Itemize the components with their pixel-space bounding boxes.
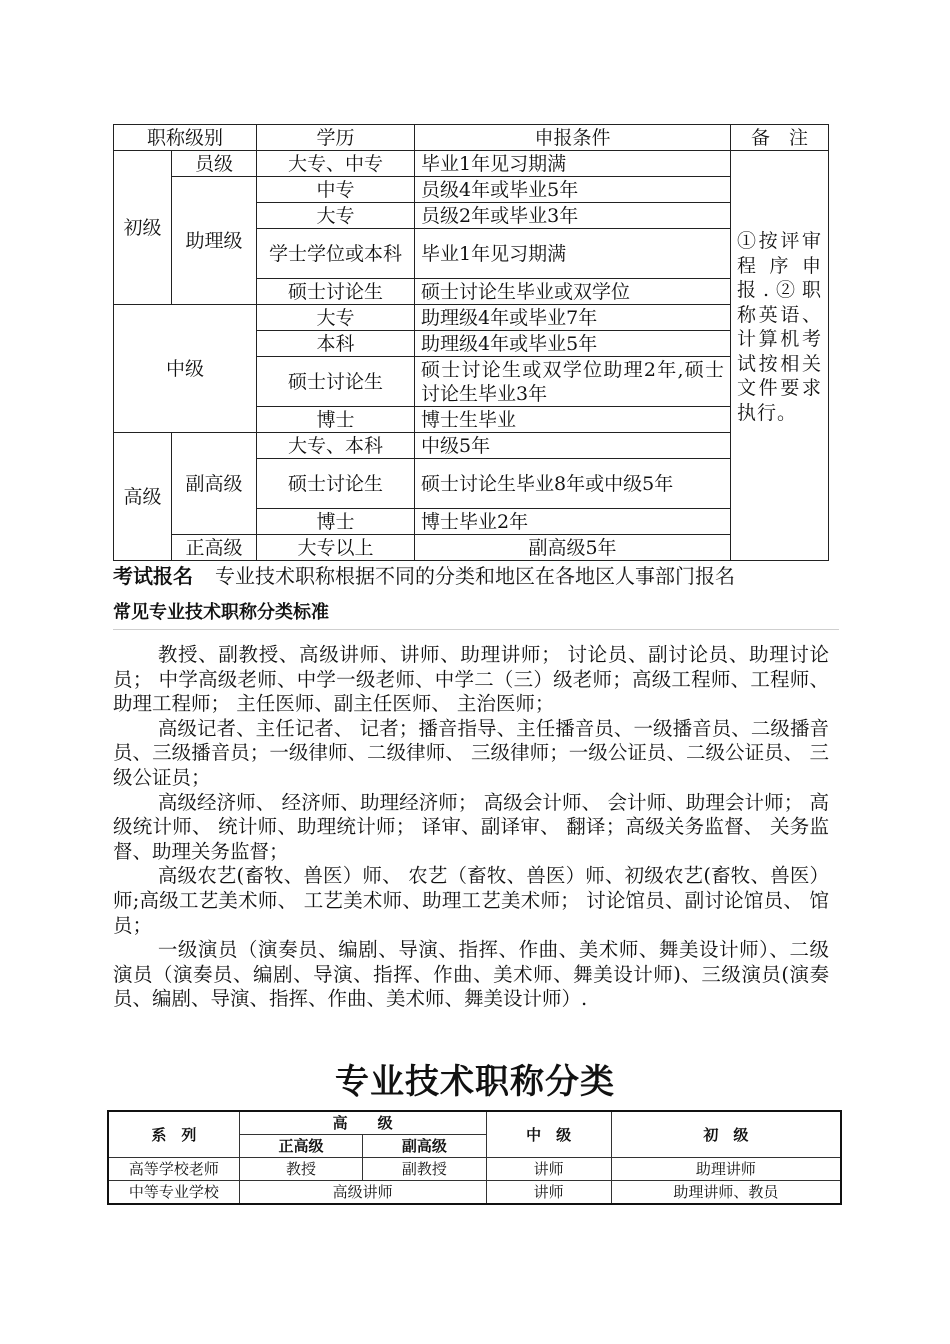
header-notes: 备 注 xyxy=(731,125,829,151)
condition-cell: 助理级4年或毕业7年 xyxy=(415,305,731,331)
header-senior-deputy: 副高级 xyxy=(363,1135,486,1158)
middle-cell: 讲师 xyxy=(486,1181,611,1205)
paragraph: 一级演员（演奏员、编剧、导演、指挥、作曲、美术师、舞美设计师）、二级演员（演奏员、编剧、导演、指挥、作曲、美术师、舞美设计师)、三级演员(演奏员、编剧、导演、指挥、作曲、美术师、舞美设计师）. xyxy=(113,938,829,1011)
condition-cell: 博士生毕业 xyxy=(415,407,731,433)
classification-title: 专业技术职称分类 xyxy=(335,1062,615,1102)
sublevel-fugao: 副高级 xyxy=(172,433,257,535)
notes-cell: ①按评审程序申报.②职称英语、计算机考试按相关文件要求执行。 xyxy=(731,151,829,561)
paragraph: 高级经济师、 经济师、助理经济师； 高级会计师、 会计师、助理会计师； 高级统计师、 统计师、助理统计师； 译审、副译审、 翻译；高级关务监督、 关务监督、助理关务监督； xyxy=(113,790,829,863)
level-middle: 中级 xyxy=(114,305,257,433)
sublevel-zhuli: 助理级 xyxy=(172,177,257,305)
standards-body xyxy=(113,643,829,1012)
header-junior: 初 级 xyxy=(611,1111,841,1158)
condition-cell: 硕士讨论生毕业8年或中级5年 xyxy=(415,459,731,509)
edu-cell: 硕士讨论生 xyxy=(257,459,415,509)
edu-cell: 博士 xyxy=(257,407,415,433)
edu-cell: 硕士讨论生 xyxy=(257,357,415,407)
junior-cell: 助理讲师 xyxy=(611,1158,841,1181)
sublevel-yuanji: 员级 xyxy=(172,151,257,177)
condition-cell: 博士毕业2年 xyxy=(415,509,731,535)
sublevel-zhenggao: 正高级 xyxy=(172,535,257,561)
edu-cell: 大专、本科 xyxy=(257,433,415,459)
condition-cell: 副高级5年 xyxy=(415,535,731,561)
series-cell: 中等专业学校 xyxy=(108,1181,239,1205)
level-junior: 初级 xyxy=(114,151,172,305)
senior-full-cell: 教授 xyxy=(239,1158,362,1181)
header-education: 学历 xyxy=(257,125,415,151)
senior-cell: 高级讲师 xyxy=(239,1181,486,1205)
level-senior: 高级 xyxy=(114,433,172,561)
header-series: 系 列 xyxy=(108,1111,239,1158)
senior-deputy-cell: 副教授 xyxy=(363,1158,486,1181)
edu-cell: 中专 xyxy=(257,177,415,203)
edu-cell: 硕士讨论生 xyxy=(257,279,415,305)
condition-cell: 中级5年 xyxy=(415,433,731,459)
edu-cell: 大专以上 xyxy=(257,535,415,561)
header-level: 职称级别 xyxy=(114,125,257,151)
condition-cell: 毕业1年见习期满 xyxy=(415,151,731,177)
edu-cell: 大专、中专 xyxy=(257,151,415,177)
edu-cell: 学士学位或本科 xyxy=(257,229,415,279)
paragraph: 高级农艺(畜牧、兽医）师、 农艺（畜牧、兽医）师、初级农艺(畜牧、兽医）师;高级工艺美术师、 工艺美术师、助理工艺美术师； 讨论馆员、副讨论馆员、 馆员； xyxy=(113,864,829,937)
edu-cell: 大专 xyxy=(257,203,415,229)
paragraph: 高级记者、主任记者、 记者；播音指导、主任播音员、一级播音员、二级播音员、三级播音员；一级律师、二级律师、 三级律师；一级公证员、二级公证员、 三级公证员； xyxy=(113,716,829,789)
classification-table xyxy=(107,1110,842,1205)
header-senior-full: 正高级 xyxy=(239,1135,362,1158)
series-cell: 高等学校老师 xyxy=(108,1158,239,1181)
edu-cell: 本科 xyxy=(257,331,415,357)
exam-registration xyxy=(113,560,735,589)
edu-cell: 大专 xyxy=(257,305,415,331)
middle-cell: 讲师 xyxy=(486,1158,611,1181)
header-senior: 高 级 xyxy=(239,1111,486,1135)
exam-label: 考试报名 xyxy=(113,564,193,588)
condition-cell: 毕业1年见习期满 xyxy=(415,229,731,279)
condition-cell: 助理级4年或毕业5年 xyxy=(415,331,731,357)
junior-cell: 助理讲师、教员 xyxy=(611,1181,841,1205)
exam-text: 专业技术职称根据不同的分类和地区在各地区人事部门报名 xyxy=(215,564,735,588)
paragraph: 教授、副教授、高级讲师、讲师、助理讲师； 讨论员、副讨论员、助理讨论员； 中学高级老师、中学一级老师、中学二（三）级老师；高级工程师、工程师、助理工程师； 主任医师、副主任医师、 主治医师； xyxy=(113,643,829,716)
condition-cell: 硕士讨论生或双学位助理2年,硕士讨论生毕业3年 xyxy=(415,357,731,407)
condition-cell: 硕士讨论生毕业或双学位 xyxy=(415,279,731,305)
qualification-table xyxy=(113,124,829,561)
condition-cell: 员级2年或毕业3年 xyxy=(415,203,731,229)
header-middle: 中 级 xyxy=(486,1111,611,1158)
condition-cell: 员级4年或毕业5年 xyxy=(415,177,731,203)
header-conditions: 申报条件 xyxy=(415,125,731,151)
divider xyxy=(113,629,839,630)
standards-title: 常见专业技术职称分类标准 xyxy=(113,602,329,623)
edu-cell: 博士 xyxy=(257,509,415,535)
